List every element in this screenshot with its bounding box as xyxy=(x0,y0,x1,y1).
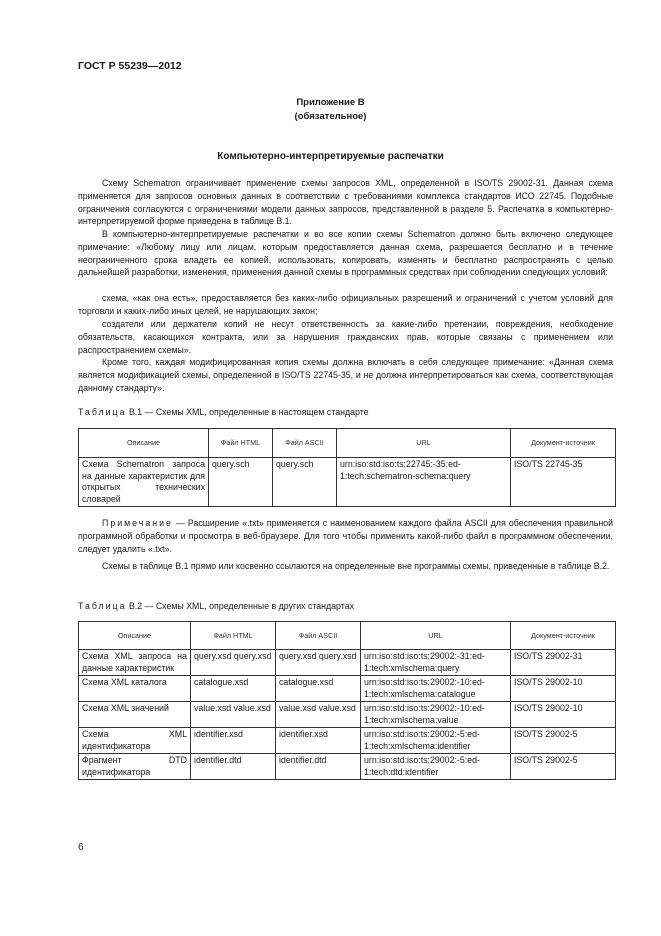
table-cell: urn:iso:std:iso:ts:29002:-10:ed-1:tech:xmlschema:value xyxy=(361,702,511,728)
table-cell: urn:iso:std:iso:ts:22745:-35:ed-1:tech:schematron-schema:query xyxy=(337,458,511,507)
standard-header: ГОСТ Р 55239—2012 xyxy=(78,60,182,72)
table-cell: query.sch xyxy=(209,458,273,507)
table-header-cell: Файл ASCII xyxy=(276,622,361,650)
table-cell: Схема XML запроса на данные характеристик xyxy=(79,650,191,676)
table-row xyxy=(79,458,616,507)
table-row xyxy=(79,702,616,728)
page-number: 6 xyxy=(78,842,84,853)
table-cell: Схема XML значений xyxy=(79,702,191,728)
table-header-cell: Описание xyxy=(79,622,191,650)
appendix-subtitle: (обязательное) xyxy=(294,111,367,122)
paragraph-references: Схемы в таблице В.1 прямо или косвенно ссылаются на определенные вне программы схемы, приведенные в таблице В.2. xyxy=(102,561,610,571)
table-cell: query.sch xyxy=(273,458,337,507)
table-header-row xyxy=(79,429,616,458)
table-cell: identifier.dtd xyxy=(191,754,276,780)
table1-caption-prefix: Таблица xyxy=(78,407,127,417)
table-cell: identifier.dtd xyxy=(276,754,361,780)
table-cell: ISO/TS 29002-31 xyxy=(511,650,616,676)
table-row xyxy=(79,650,616,676)
table2-caption-text: В.2 — Схемы XML, определенные в других стандартах xyxy=(126,601,354,611)
table-b2 xyxy=(78,621,616,780)
table-header-cell: Документ-источник xyxy=(511,622,616,650)
table-row xyxy=(79,676,616,702)
table-cell: Фрагмент DTD идентификатора xyxy=(79,754,191,780)
table-cell: urn:iso:std:iso:ts:29002:-5:ed-1:tech:xmlschema:identifier xyxy=(361,728,511,754)
table-cell: catalogue.xsd xyxy=(191,676,276,702)
table-cell: ISO/TS 29002-5 xyxy=(511,754,616,780)
table-cell: urn:iso:std:iso:ts:29002:-5:ed-1:tech:dtd:identifier xyxy=(361,754,511,780)
table-b1 xyxy=(78,428,616,507)
table2-caption xyxy=(78,601,354,611)
table-header-cell: URL xyxy=(337,429,511,458)
table-header-cell: Файл HTML xyxy=(209,429,273,458)
section-title: Компьютерно-интерпретируемые распечатки xyxy=(217,151,444,162)
paragraph-notice: В компьютерно-интерпретируемые распечатки и во все копии схемы Schematron должно быть включено следующее примечание: «Любому лицу или лицам, которым предоставляется данная схема, разрешается бесплатно и в течение неограниченного срока владеть ее копией, использовать, копировать, изменять и бесплатно распространять с целью дальнейшей разработки, изменения, применения данной схемы в программных средствах при соблюдении следующих условий: xyxy=(78,229,613,278)
table-cell: Схема Schematron запроса на данные характеристик для открытых технических словарей xyxy=(79,458,209,507)
table1-caption-text: В.1 — Схемы XML, определенные в настоящем стандарте xyxy=(126,407,369,417)
table-cell: Схема XML идентификатора xyxy=(79,728,191,754)
paragraph-condition-1: схема, «как она есть», предоставляется без каких-либо официальных разрешений и ограничений с учетом условий для торговли и каких-либо иных целей, не нарушающих закон; xyxy=(78,293,613,316)
table-cell: Схема XML каталога xyxy=(79,676,191,702)
table-header-cell: Документ-источник xyxy=(511,429,616,458)
table-header-cell: Файл HTML xyxy=(191,622,276,650)
table-row xyxy=(79,754,616,780)
table-cell: urn:iso:std:iso:ts:29002:-10:ed-1:tech:xmlschema:catalogue xyxy=(361,676,511,702)
table-header-row xyxy=(79,622,616,650)
table-header-cell: Описание xyxy=(79,429,209,458)
table1-caption xyxy=(78,407,369,417)
table-cell: urn:iso:std:iso:ts:29002:-31:ed-1:tech:xmlschema:query xyxy=(361,650,511,676)
table-cell: ISO/TS 22745-35 xyxy=(511,458,616,507)
table-cell: catalogue.xsd xyxy=(276,676,361,702)
table-cell: ISO/TS 29002-5 xyxy=(511,728,616,754)
table-cell: value.xsd value.xsd xyxy=(276,702,361,728)
table-cell: query.xsd query.xsd xyxy=(276,650,361,676)
table2-caption-prefix: Таблица xyxy=(78,601,127,611)
table1-note xyxy=(78,517,613,555)
table-cell: identifier.xsd xyxy=(191,728,276,754)
table-header-cell: Файл ASCII xyxy=(273,429,337,458)
table-row xyxy=(79,728,616,754)
appendix-title: Приложение В xyxy=(296,97,365,108)
table-cell: ISO/TS 29002-10 xyxy=(511,676,616,702)
note-text: — Расширение «.txt» применяется с наименованием каждого файла ASCII для обеспечения правильной программной обработки и просмотра в веб-браузере. Для того чтобы применить какой-либо файл в программном обеспечении, следует удалить «.txt». xyxy=(78,518,613,554)
table-cell: ISO/TS 29002-10 xyxy=(511,702,616,728)
table-cell: identifier.xsd xyxy=(276,728,361,754)
table-cell: value.xsd value.xsd xyxy=(191,702,276,728)
table-cell: query.xsd query.xsd xyxy=(191,650,276,676)
note-label: Примечание xyxy=(102,518,173,528)
paragraph-schematron: Схему Schematron ограничивает применение схемы запросов XML, определенной в ISO/TS 29002-31. Данная схема применяется для запросов основных данных в соответствии с требованиями комплекса стандартов ИСО 22745. Подобные ограничения согласуются с ограничениями модели данных запросов, представленной в разделе 5. Распечатка в компьютерно-интерпретируемой форме приведена в таблице В.1. xyxy=(78,178,613,227)
paragraph-condition-2: создатели или держатели копий не несут ответственность за какие-либо претензии, повреждения, необходение обязательств, касающихся контракта, или за нарушения гражданских прав, которые связаны с применением или распространением схемы». xyxy=(78,319,613,355)
paragraph-modified-copy: Кроме того, каждая модифицированная копия схемы должна включать в себя следующее примечание: «Данная схема является модификацией схемы, определенной в ISO/TS 22745-35, и не должна интерпретироваться как схема, соответствующая данному стандарту». xyxy=(78,357,613,393)
table-header-cell: URL xyxy=(361,622,511,650)
